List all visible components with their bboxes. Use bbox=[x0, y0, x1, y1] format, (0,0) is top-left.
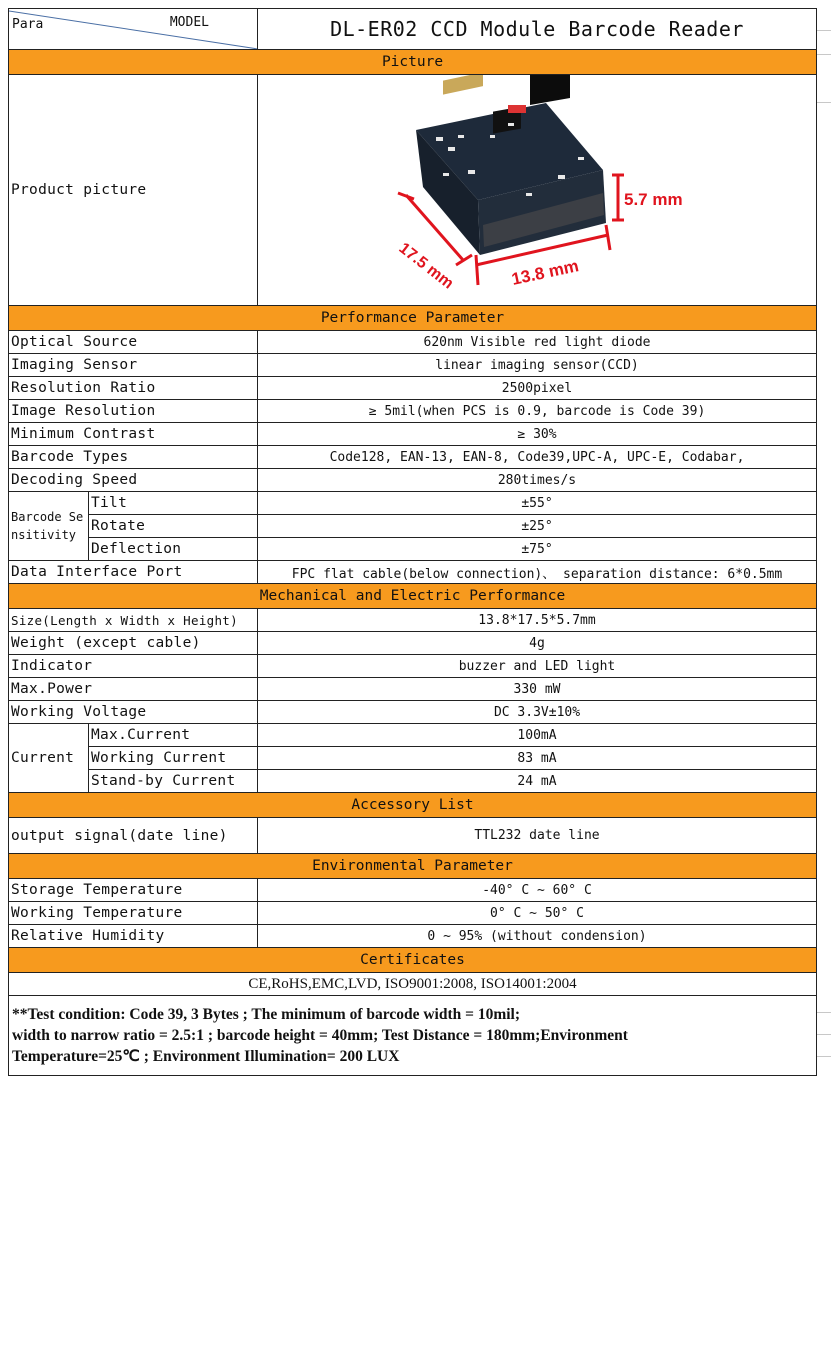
row-value: ±25° bbox=[258, 515, 817, 538]
row-value: ±55° bbox=[258, 492, 817, 515]
section-title: Mechanical and Electric Performance bbox=[9, 584, 817, 609]
table-row bbox=[9, 747, 817, 770]
section-performance bbox=[9, 306, 817, 331]
section-mechanical bbox=[9, 584, 817, 609]
table-row bbox=[9, 400, 817, 423]
section-picture bbox=[9, 50, 817, 75]
row-label: Decoding Speed bbox=[9, 469, 258, 492]
section-accessory bbox=[9, 793, 817, 818]
table-row bbox=[9, 609, 817, 632]
table-row bbox=[9, 655, 817, 678]
row-label: Working Current bbox=[89, 747, 258, 770]
row-label: Minimum Contrast bbox=[9, 423, 258, 446]
product-image bbox=[258, 75, 815, 301]
section-title: Accessory List bbox=[9, 793, 817, 818]
row-label: Image Resolution bbox=[9, 400, 258, 423]
table-row bbox=[9, 973, 817, 996]
table-row bbox=[9, 331, 817, 354]
module-board-icon bbox=[416, 75, 606, 255]
table-row bbox=[9, 678, 817, 701]
certificates-value: CE,RoHS,EMC,LVD, ISO9001:2008, ISO14001:2004 bbox=[9, 973, 817, 996]
row-label: Working Voltage bbox=[9, 701, 258, 724]
row-label: Data Interface Port bbox=[9, 561, 258, 584]
row-label: Indicator bbox=[9, 655, 258, 678]
table-row bbox=[9, 561, 817, 584]
header-row bbox=[9, 9, 817, 50]
table-row bbox=[9, 724, 817, 747]
product-picture-cell bbox=[258, 75, 817, 306]
section-environmental bbox=[9, 854, 817, 879]
row-value: ≥ 5mil(when PCS is 0.9, barcode is Code 39) bbox=[258, 400, 817, 423]
grid-line bbox=[817, 1034, 831, 1035]
row-value: 13.8*17.5*5.7mm bbox=[258, 609, 817, 632]
row-label: Barcode Types bbox=[9, 446, 258, 469]
test-condition-note bbox=[9, 996, 817, 1076]
table-row bbox=[9, 902, 817, 925]
table-row bbox=[9, 538, 817, 561]
para-model-cell bbox=[9, 9, 258, 50]
row-value: 620nm Visible red light diode bbox=[258, 331, 817, 354]
row-label: Imaging Sensor bbox=[9, 354, 258, 377]
row-value: Code128, EAN-13, EAN-8, Code39,UPC-A, UPC-E, Codabar, bbox=[258, 446, 817, 469]
row-label: Resolution Ratio bbox=[9, 377, 258, 400]
row-label: Storage Temperature bbox=[9, 879, 258, 902]
row-label: Optical Source bbox=[9, 331, 258, 354]
sensitivity-label: Barcode Sensitivity bbox=[9, 492, 89, 561]
row-value: ≥ 30% bbox=[258, 423, 817, 446]
table-row bbox=[9, 377, 817, 400]
product-picture-label: Product picture bbox=[9, 75, 258, 306]
table-row bbox=[9, 492, 817, 515]
dim-width: 13.8 mm bbox=[509, 256, 581, 289]
section-title: Certificates bbox=[9, 948, 817, 973]
row-value: 100mA bbox=[258, 724, 817, 747]
section-title: Performance Parameter bbox=[9, 306, 817, 331]
row-value: 0 ~ 95% (without condension) bbox=[258, 925, 817, 948]
table-row bbox=[9, 879, 817, 902]
picture-row bbox=[9, 75, 817, 306]
grid-line bbox=[817, 1012, 831, 1013]
grid-line bbox=[817, 54, 831, 55]
row-value: FPC flat cable(below connection)、 separation distance: 6*0.5mm bbox=[258, 561, 817, 584]
grid-line bbox=[817, 1056, 831, 1057]
table-row bbox=[9, 469, 817, 492]
diagonal-divider bbox=[9, 9, 258, 49]
current-label: Current bbox=[9, 724, 89, 793]
row-value: 330 mW bbox=[258, 678, 817, 701]
row-value: 83 mA bbox=[258, 747, 817, 770]
para-label: Para bbox=[12, 17, 44, 32]
row-value: ±75° bbox=[258, 538, 817, 561]
row-value: -40° C ~ 60° C bbox=[258, 879, 817, 902]
table-row bbox=[9, 770, 817, 793]
dim-depth: 17.5 mm bbox=[395, 239, 457, 293]
table-row bbox=[9, 515, 817, 538]
grid-line bbox=[817, 102, 831, 103]
row-label: Max.Current bbox=[89, 724, 258, 747]
row-label: Deflection bbox=[89, 538, 258, 561]
row-value: 0° C ~ 50° C bbox=[258, 902, 817, 925]
test-condition-line: width to narrow ratio = 2.5:1 ; barcode height = 40mm; Test Distance = 180mm;Environment bbox=[12, 1027, 628, 1044]
product-title: DL-ER02 CCD Module Barcode Reader bbox=[258, 9, 817, 50]
grid-line bbox=[817, 30, 831, 31]
row-value: 2500pixel bbox=[258, 377, 817, 400]
row-value: 280times/s bbox=[258, 469, 817, 492]
row-label: Max.Power bbox=[9, 678, 258, 701]
row-label: Stand-by Current bbox=[89, 770, 258, 793]
dim-height: 5.7 mm bbox=[624, 190, 683, 209]
row-label: Working Temperature bbox=[9, 902, 258, 925]
test-condition-line: **Test condition: Code 39, 3 Bytes ; The minimum of barcode width = 10mil; bbox=[12, 1006, 521, 1023]
row-label: output signal(date line) bbox=[9, 818, 258, 854]
model-label: MODEL bbox=[169, 15, 209, 30]
table-row bbox=[9, 818, 817, 854]
row-label: Tilt bbox=[89, 492, 258, 515]
row-value: TTL232 date line bbox=[258, 818, 817, 854]
row-label: Weight (except cable) bbox=[9, 632, 258, 655]
spec-sheet bbox=[8, 8, 816, 1076]
section-certificates bbox=[9, 948, 817, 973]
spec-table bbox=[8, 8, 817, 1076]
table-row bbox=[9, 423, 817, 446]
row-label: Rotate bbox=[89, 515, 258, 538]
section-title: Picture bbox=[9, 50, 817, 75]
row-value: 24 mA bbox=[258, 770, 817, 793]
row-value: 4g bbox=[258, 632, 817, 655]
table-row bbox=[9, 632, 817, 655]
test-condition-row bbox=[9, 996, 817, 1076]
table-row bbox=[9, 446, 817, 469]
table-row bbox=[9, 701, 817, 724]
row-value: buzzer and LED light bbox=[258, 655, 817, 678]
row-label: Size(Length x Width x Height) bbox=[9, 609, 258, 632]
row-value: linear imaging sensor(CCD) bbox=[258, 354, 817, 377]
test-condition-line: Temperature=25℃ ; Environment Illumination= 200 LUX bbox=[12, 1048, 400, 1065]
table-row bbox=[9, 354, 817, 377]
row-label: Relative Humidity bbox=[9, 925, 258, 948]
section-title: Environmental Parameter bbox=[9, 854, 817, 879]
table-row bbox=[9, 925, 817, 948]
row-value: DC 3.3V±10% bbox=[258, 701, 817, 724]
